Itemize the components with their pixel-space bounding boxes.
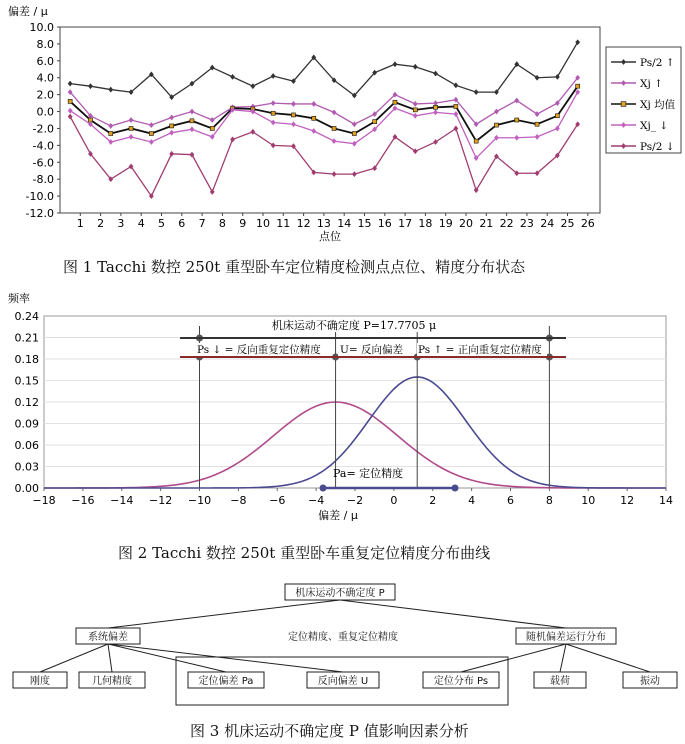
connector xyxy=(108,644,226,672)
fig1-y-tick-label: -8.0 xyxy=(32,173,54,187)
fig1-data-point xyxy=(576,84,580,88)
fig1-legend-label: Ps/2 ↓ xyxy=(640,141,675,153)
fig1-data-point xyxy=(190,126,195,132)
fig2-ps-down-label: Ps ↓ = 反向重复定位精度 xyxy=(197,344,321,356)
fig1-x-axis-title: 点位 xyxy=(319,230,341,243)
fig1-data-point xyxy=(291,101,296,107)
fig1-data-point xyxy=(88,83,93,89)
fig1-data-point xyxy=(129,126,133,130)
fig1-x-tick-label: 18 xyxy=(418,217,433,230)
fig1-x-tick-label: 16 xyxy=(377,217,392,230)
fig2-x-axis-title: 偏差 / μ xyxy=(318,509,358,522)
fig2-y-tick-label: 0.18 xyxy=(14,353,39,366)
fig2-y-tick-label: 0.15 xyxy=(14,374,39,388)
fig1-data-point xyxy=(149,139,154,145)
fig2-x-tick-label: −14 xyxy=(110,494,134,507)
fig1-x-tick-label: 7 xyxy=(198,217,206,230)
node-load: 载荷 xyxy=(550,676,570,687)
fig2-y-tick-label: 0.24 xyxy=(14,310,39,323)
fig1-data-point xyxy=(514,135,519,141)
fig1-data-point xyxy=(250,129,255,135)
fig1-data-point xyxy=(271,120,276,126)
fig1-data-point xyxy=(210,126,214,130)
fig1-caption: 图 1 Tacchi 数控 250t 重型卧车定位精度检测点点位、精度分布状态 xyxy=(63,258,526,276)
fig2-x-tick-label: −18 xyxy=(32,494,56,507)
node-rand: 随机偏差运行分布 xyxy=(526,632,606,643)
fig1-y-tick-label: -4.0 xyxy=(32,139,54,153)
fig1-series-line xyxy=(70,42,578,97)
fig1-data-point xyxy=(352,141,357,147)
fig2-x-tick-label: −4 xyxy=(308,494,325,507)
fig2-y-tick-label: 0.00 xyxy=(14,482,39,495)
fig1-y-tick-label: 6.0 xyxy=(36,54,54,68)
connector xyxy=(340,600,566,628)
fig2-x-tick-label: 6 xyxy=(507,494,514,507)
fig1-data-point xyxy=(311,101,316,107)
connector xyxy=(461,644,566,672)
fig1-series-line xyxy=(70,117,578,196)
fig1-data-point xyxy=(68,99,72,103)
fig1-data-point xyxy=(68,108,73,114)
fig2-ps-up-label: Ps ↑ = 正向重复定位精度 xyxy=(418,344,542,356)
fig1-series-3 xyxy=(68,89,580,161)
fig1-data-point xyxy=(230,137,235,143)
fig2-x-tick-label: −16 xyxy=(71,494,95,507)
fig1-data-point xyxy=(271,73,276,79)
fig3-caption: 图 3 机床运动不确定度 P 值影响因素分析 xyxy=(190,722,469,740)
fig2-x-tick-label: −8 xyxy=(230,494,247,507)
fig1-data-point xyxy=(453,111,458,117)
fig1-data-point xyxy=(250,83,255,89)
fig1-x-tick-label: 20 xyxy=(459,217,474,230)
fig2-x-tick-label: 12 xyxy=(620,494,635,507)
fig1-x-tick-label: 26 xyxy=(580,217,595,230)
fig1-data-point xyxy=(149,122,154,128)
fig1-data-point xyxy=(311,128,316,134)
fig1-x-tick-label: 13 xyxy=(316,217,331,230)
fig2-x-tick-label: 10 xyxy=(581,494,596,507)
fig1-data-point xyxy=(413,64,418,70)
node-sys: 系统偏差 xyxy=(88,632,128,643)
fig1-data-point xyxy=(271,100,276,106)
node-ps: 定位分布 Ps xyxy=(433,676,489,687)
fig1-data-point xyxy=(108,123,113,129)
fig2-y-tick-label: 0.21 xyxy=(14,331,39,345)
fig1-y-tick-label: 0.0 xyxy=(36,105,54,119)
fig1-x-tick-label: 14 xyxy=(337,217,352,230)
fig1-data-point xyxy=(474,89,479,95)
fig1-data-point xyxy=(149,132,153,136)
fig1-x-tick-label: 9 xyxy=(239,217,247,230)
fig1-x-tick-label: 4 xyxy=(137,217,145,230)
connector xyxy=(560,644,566,672)
fig1-y-tick-label: 8.0 xyxy=(36,37,54,51)
fig1-data-point xyxy=(535,75,540,81)
connector xyxy=(566,644,650,672)
fig2-y-tick-label: 0.06 xyxy=(14,439,39,452)
fig1-data-point xyxy=(515,118,519,122)
fig1-y-axis-title: 偏差 / μ xyxy=(8,5,48,18)
fig1-x-tick-label: 12 xyxy=(296,217,311,230)
fig1-series-2 xyxy=(68,84,580,143)
fig1-data-point xyxy=(68,81,73,87)
fig1-x-tick-label: 2 xyxy=(97,217,105,230)
node-u: 反向偏差 U xyxy=(317,676,369,687)
fig1-x-tick-label: 1 xyxy=(76,217,84,230)
fig1-data-point xyxy=(332,109,337,115)
fig2-x-tick-label: 14 xyxy=(659,494,673,507)
node-root: 机床运动不确定度 P xyxy=(295,588,385,599)
fig1-data-point xyxy=(494,109,499,115)
fig2-x-tick-label: −10 xyxy=(187,494,212,507)
fig1-data-point xyxy=(535,134,540,140)
node-geo: 几何精度 xyxy=(92,676,132,687)
fig1-data-point xyxy=(108,87,113,93)
fig1-data-point xyxy=(453,82,458,88)
fig2-x-tick-label: −12 xyxy=(149,494,173,507)
fig1-data-point xyxy=(393,61,398,67)
fig1-series-line xyxy=(70,92,578,158)
fig2-y-axis-title: 频率 xyxy=(8,292,30,305)
fig1-legend-label: Xj ↑ xyxy=(640,78,663,90)
fig1-x-tick-label: 11 xyxy=(276,217,291,230)
fig1-x-tick-label: 19 xyxy=(438,217,453,230)
fig1-x-tick-label: 22 xyxy=(499,217,514,230)
fig1-x-tick-label: 17 xyxy=(398,217,413,230)
node-mid: 定位精度、重复定位精度 xyxy=(288,632,398,643)
fig1-data-point xyxy=(109,132,113,136)
fig1-data-point xyxy=(190,109,195,115)
fig1-x-tick-label: 21 xyxy=(479,217,494,230)
fig1-data-point xyxy=(352,171,357,177)
fig1-data-point xyxy=(433,139,438,145)
fig1-data-point xyxy=(535,111,540,117)
connector xyxy=(108,644,343,672)
fig1-data-point xyxy=(291,113,295,117)
fig1-y-tick-label: -2.0 xyxy=(32,122,54,136)
fig1-data-point xyxy=(332,171,337,177)
fig1-data-point xyxy=(129,134,134,140)
fig1-series-line xyxy=(70,86,578,141)
fig2-u-label: U= 反向偏差 xyxy=(340,344,403,356)
fig1-data-point xyxy=(413,113,418,119)
fig1-x-tick-label: 25 xyxy=(560,217,575,230)
node-pa: 定位偏差 Pa xyxy=(198,676,254,687)
fig1-data-point xyxy=(555,114,559,118)
fig1-x-tick-label: 6 xyxy=(178,217,186,230)
fig2-p-label: 机床运动不确定度 P=17.7705 μ xyxy=(271,319,437,332)
fig1-data-point xyxy=(433,71,438,77)
fig1-x-tick-label: 3 xyxy=(117,217,125,230)
fig2-pa-end-marker xyxy=(452,485,459,492)
fig1-data-point xyxy=(291,121,296,127)
figure-3-factor-diagram xyxy=(0,578,685,708)
fig2-x-tick-label: −6 xyxy=(269,494,286,507)
fig1-series-4 xyxy=(68,114,580,199)
node-stiff: 刚度 xyxy=(30,676,50,687)
fig1-data-point xyxy=(230,74,235,80)
fig1-data-point xyxy=(190,119,194,123)
fig1-data-point xyxy=(535,122,539,126)
fig1-x-tick-label: 5 xyxy=(158,217,166,230)
fig1-x-tick-label: 10 xyxy=(256,217,271,230)
figure-1-line-chart xyxy=(0,0,685,250)
fig2-pa-start-marker xyxy=(320,485,327,492)
fig2-caption: 图 2 Tacchi 数控 250t 重型卧车重复定位精度分布曲线 xyxy=(118,544,491,562)
fig2-y-tick-label: 0.09 xyxy=(14,417,39,431)
fig2-x-tick-label: 2 xyxy=(429,494,437,507)
fig1-data-point xyxy=(413,148,418,154)
connector xyxy=(108,600,340,628)
fig1-data-point xyxy=(433,109,438,115)
fig2-y-tick-label: 0.03 xyxy=(14,460,39,474)
fig1-y-tick-label: -12.0 xyxy=(25,207,54,220)
fig1-data-point xyxy=(373,120,377,124)
fig1-data-point xyxy=(413,108,417,112)
fig1-legend-marker xyxy=(621,102,626,107)
fig2-y-tick-label: 0.12 xyxy=(14,396,39,409)
fig1-data-point xyxy=(393,100,397,104)
fig2-x-tick-label: 0 xyxy=(390,494,398,507)
fig1-y-tick-label: 4.0 xyxy=(36,71,54,85)
fig1-data-point xyxy=(332,126,336,130)
fig1-x-tick-label: 24 xyxy=(540,217,555,230)
fig1-y-tick-label: 2.0 xyxy=(36,88,54,102)
fig1-y-tick-label: -6.0 xyxy=(32,156,54,170)
fig1-legend-label: Xj 均值 xyxy=(640,99,676,111)
fig1-data-point xyxy=(474,139,478,143)
figure-2-distribution-chart xyxy=(0,290,685,530)
fig1-data-point xyxy=(169,115,174,121)
fig1-data-point xyxy=(271,142,276,148)
fig1-data-point xyxy=(271,111,275,115)
fig1-data-point xyxy=(494,123,498,127)
connector xyxy=(40,644,108,672)
fig2-pa-label: Pa= 定位精度 xyxy=(333,467,404,480)
fig1-data-point xyxy=(434,105,438,109)
fig1-y-tick-label: 10.0 xyxy=(29,21,54,34)
fig1-x-tick-label: 15 xyxy=(357,217,372,230)
fig1-y-tick-label: -10.0 xyxy=(25,190,54,204)
fig1-x-tick-label: 23 xyxy=(519,217,534,230)
fig1-data-point xyxy=(514,98,519,104)
node-vib: 振动 xyxy=(640,676,660,687)
fig1-data-point xyxy=(352,121,357,127)
connector xyxy=(108,644,112,672)
fig1-series-0 xyxy=(68,39,580,100)
fig1-data-point xyxy=(454,104,458,108)
fig2-x-tick-label: 8 xyxy=(545,494,553,507)
fig2-x-tick-label: −2 xyxy=(346,494,364,507)
fig1-data-point xyxy=(332,138,337,144)
fig2-x-tick-label: 4 xyxy=(468,494,476,507)
fig1-legend-label: Ps/2 ↑ xyxy=(640,57,675,69)
fig1-data-point xyxy=(129,117,134,123)
fig1-data-point xyxy=(413,101,418,107)
fig1-data-point xyxy=(312,116,316,120)
fig1-legend-label: Xj_ ↓ xyxy=(640,120,669,132)
fig1-data-point xyxy=(170,124,174,128)
fig1-data-point xyxy=(210,117,215,123)
fig1-x-tick-label: 8 xyxy=(218,217,226,230)
fig1-data-point xyxy=(453,126,458,132)
fig1-data-point xyxy=(169,130,174,136)
fig1-data-point xyxy=(352,132,356,136)
